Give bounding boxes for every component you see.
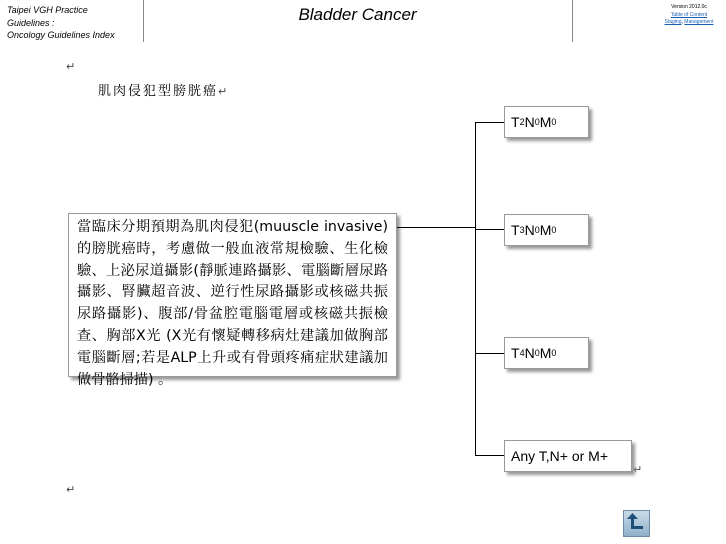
- stage-any-tn-m-box: [504, 440, 632, 472]
- paragraph-mark: ↵: [633, 463, 643, 476]
- workup-description-text: 當臨床分期預期為肌肉侵犯(muuscle invasive)的膀胱癌時，考慮做一般血液常規檢驗、生化檢驗、上泌尿道攝影(靜脈連路攝影、電腦斷層尿路攝影、腎臟超音波、逆行性尿路攝影或核磁共振尿路攝影)、腹部/骨盆腔電腦電層或核磁共振檢查、胸部X光 (X光有懷疑轉移病灶建議加做胸部電腦斷層;若是ALP上升或有骨頭疼痛症狀建議加做骨骼掃描) 。: [77, 219, 388, 388]
- header-line-3: Oncology Guidelines Index: [7, 30, 115, 40]
- stage-any-label: Any T,N+ or M+: [511, 448, 609, 464]
- paragraph-mark: ↵: [218, 85, 228, 98]
- guideline-source: [7, 4, 142, 42]
- subtitle-text: 肌肉侵犯型膀胱癌: [98, 84, 219, 99]
- management-link[interactable]: Management: [684, 19, 714, 25]
- connector-to-t3: [475, 229, 504, 230]
- workup-description-box: [68, 213, 397, 388]
- up-return-button[interactable]: [623, 510, 650, 537]
- header-divider-left: [143, 0, 144, 42]
- header-divider-right: [572, 0, 573, 42]
- connector-vertical: [475, 122, 476, 456]
- stage-t2n0m0-box: T 2 N 0 M 0: [504, 106, 589, 138]
- staging-link[interactable]: Staging: [664, 19, 682, 25]
- header-line-2: Guidelines :: [7, 17, 55, 28]
- connector-to-t4: [475, 353, 504, 354]
- up-return-arrow-icon: [624, 511, 649, 536]
- paragraph-mark: ↵: [66, 60, 76, 73]
- table-of-content-link[interactable]: Table of Content: [670, 11, 708, 18]
- stage-t3n0m0-box: T 3 N 0 M 0: [504, 214, 589, 246]
- paragraph-mark: ↵: [66, 483, 76, 496]
- connector-from-box: [397, 227, 475, 228]
- header-line-1: Taipei VGH Practice: [7, 5, 88, 15]
- header-nav: Version 2012.0c Table of Content Staging, Management: [654, 4, 724, 27]
- connector-to-any: [475, 455, 504, 456]
- version-label: Version 2012.0c: [671, 4, 707, 10]
- connector-to-t2: [475, 122, 504, 123]
- stage-t4n0m0-box: T 4 N 0 M 0: [504, 337, 589, 369]
- section-subtitle: [98, 80, 227, 99]
- page-title: Bladder Cancer: [298, 5, 417, 24]
